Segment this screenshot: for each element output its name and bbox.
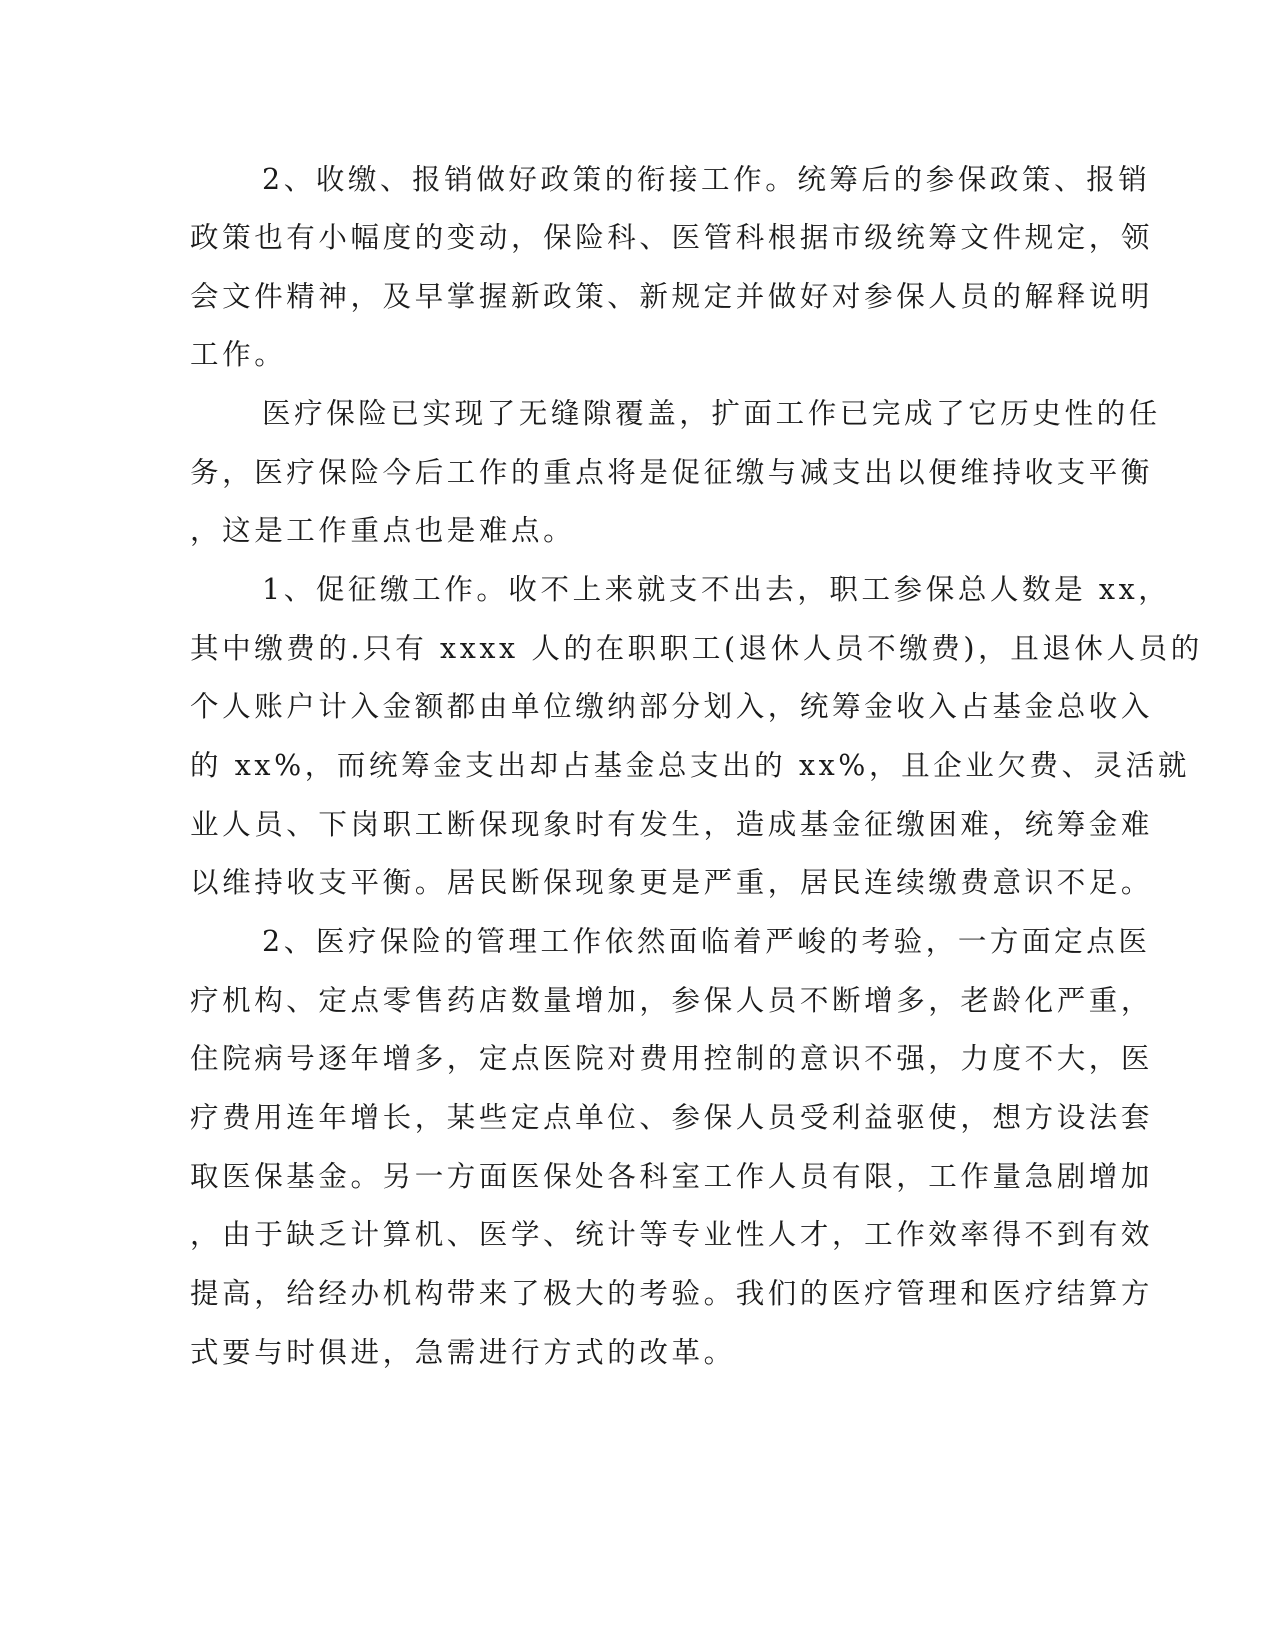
text-line: 以维持收支平衡。居民断保现象更是严重，居民连续缴费意识不足。 xyxy=(190,866,1154,899)
text-line: 会文件精神，及早掌握新政策、新规定并做好对参保人员的解释说明 xyxy=(190,280,1154,313)
text-line: 其中缴费的.只有 xxxx 人的在职职工(退休人员不缴费)，且退休人员的 xyxy=(190,632,1203,665)
text-line: 工作。 xyxy=(190,338,287,371)
text-line: 的 xx%，而统筹金支出却占基金总支出的 xx%，且企业欠费、灵活就 xyxy=(190,749,1190,782)
text-line: 式要与时俱进，急需进行方式的改革。 xyxy=(190,1336,736,1369)
text-line: 2、医疗保险的管理工作依然面临着严峻的考验，一方面定点医 xyxy=(262,925,1151,958)
text-line: 务，医疗保险今后工作的重点将是促征缴与减支出以便维持收支平衡 xyxy=(190,456,1154,489)
text-line: 个人账户计入金额都由单位缴纳部分划入，统筹金收入占基金总收入 xyxy=(190,690,1154,723)
text-line: 住院病号逐年增多，定点医院对费用控制的意识不强，力度不大，医 xyxy=(190,1042,1154,1075)
text-line: 1、促征缴工作。收不上来就支不出去，职工参保总人数是 xx， xyxy=(262,573,1171,606)
text-line: 业人员、下岗职工断保现象时有发生，造成基金征缴困难，统筹金难 xyxy=(190,808,1154,841)
text-line: ，这是工作重点也是难点。 xyxy=(190,514,576,547)
text-line: 疗费用连年增长，某些定点单位、参保人员受利益驱使，想方设法套 xyxy=(190,1101,1154,1134)
text-line: 医疗保险已实现了无缝隙覆盖，扩面工作已完成了它历史性的任 xyxy=(262,397,1161,430)
text-line: 提高，给经办机构带来了极大的考验。我们的医疗管理和医疗结算方 xyxy=(190,1277,1154,1310)
text-line: 政策也有小幅度的变动，保险科、医管科根据市级统筹文件规定，领 xyxy=(190,221,1154,254)
text-line: ，由于缺乏计算机、医学、统计等专业性人才，工作效率得不到有效 xyxy=(190,1218,1154,1251)
text-line: 2、收缴、报销做好政策的衔接工作。统筹后的参保政策、报销 xyxy=(262,163,1151,196)
text-line: 疗机构、定点零售药店数量增加，参保人员不断增多，老龄化严重， xyxy=(190,984,1154,1017)
text-line: 取医保基金。另一方面医保处各科室工作人员有限，工作量急剧增加 xyxy=(190,1160,1154,1193)
